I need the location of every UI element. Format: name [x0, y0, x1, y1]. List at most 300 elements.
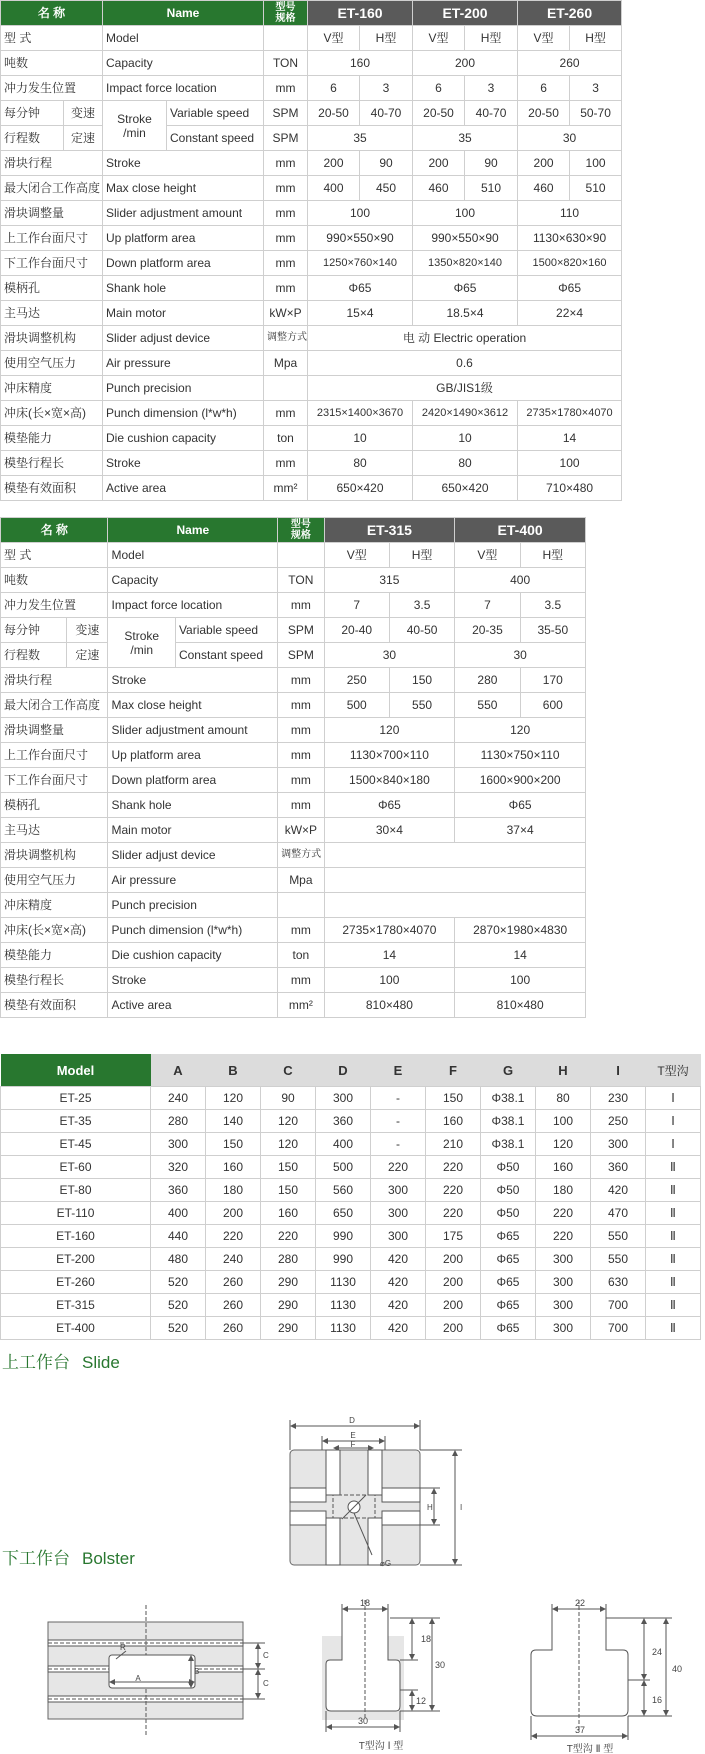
model-header: ET-160 [308, 1, 413, 26]
value: 400 [455, 568, 586, 593]
value: 160 [308, 51, 413, 76]
label-en: Active area [108, 993, 278, 1018]
value-cell: 220 [426, 1202, 481, 1225]
value-cell: 290 [261, 1294, 316, 1317]
label-en: Impact force location [108, 593, 278, 618]
value-cell: 1130 [316, 1317, 371, 1340]
value-cell: 1130 [316, 1294, 371, 1317]
value: 3 [570, 76, 622, 101]
value: 2735×1780×4070 [518, 401, 622, 426]
value: 20-50 [518, 101, 570, 126]
value-cell: 300 [536, 1248, 591, 1271]
value: 500 [324, 693, 389, 718]
value-cell: 300 [591, 1133, 646, 1156]
value-cell: 440 [151, 1225, 206, 1248]
model-cell: ET-80 [1, 1179, 151, 1202]
label-cn: 最大闭合工作高度 [1, 693, 108, 718]
label-en: Punch precision [108, 893, 278, 918]
label-cn: 滑块行程 [1, 668, 108, 693]
value: 810×480 [455, 993, 586, 1018]
value: 3.5 [520, 593, 585, 618]
value: 1130×750×110 [455, 743, 586, 768]
value: 2315×1400×3670 [308, 401, 413, 426]
value-cell: 630 [591, 1271, 646, 1294]
tslot1-h1: 18 [421, 1634, 432, 1644]
value-cell: 230 [591, 1087, 646, 1110]
value-cell: 120 [261, 1133, 316, 1156]
model-cell: ET-110 [1, 1202, 151, 1225]
column-header: F [426, 1054, 481, 1087]
label-en: Impact force location [103, 76, 264, 101]
value: 200 [308, 151, 360, 176]
value: 50-70 [570, 101, 622, 126]
label-C-bottom: C [263, 1679, 269, 1688]
value: 810×480 [324, 993, 455, 1018]
unit: kW×P [278, 818, 324, 843]
value-cell: 160 [206, 1156, 261, 1179]
label-cn: 滑块调整机构 [1, 843, 108, 868]
value-cell: 550 [591, 1225, 646, 1248]
value-cell: 280 [151, 1110, 206, 1133]
value-cell: 470 [591, 1202, 646, 1225]
model-cell: ET-400 [1, 1317, 151, 1340]
value-cell: Φ65 [481, 1225, 536, 1248]
value-cell: 420 [371, 1248, 426, 1271]
value: 650×420 [413, 476, 518, 501]
value-cell: 180 [536, 1179, 591, 1202]
value-cell: 240 [151, 1087, 206, 1110]
value: 100 [413, 201, 518, 226]
value: 2735×1780×4070 [324, 918, 455, 943]
value: 20-40 [324, 618, 389, 643]
label-cn: 模垫能力 [1, 426, 103, 451]
value-cell: 300 [371, 1225, 426, 1248]
unit: SPM [264, 126, 308, 151]
value-cell: 160 [261, 1202, 316, 1225]
label-en: Air pressure [103, 351, 264, 376]
value: 20-35 [455, 618, 520, 643]
label-E: E [350, 1431, 356, 1440]
value-cell: Φ65 [481, 1271, 536, 1294]
value-cell: 280 [261, 1248, 316, 1271]
value-cell: 520 [151, 1294, 206, 1317]
value-cell: 700 [591, 1317, 646, 1340]
header-spec: 型号 规格 [264, 1, 308, 26]
value-cell: 220 [206, 1225, 261, 1248]
value-cell: 300 [371, 1202, 426, 1225]
label-cn: 型 式 [1, 26, 103, 51]
label-cn-sub: 变速 [67, 618, 108, 643]
value: 6 [518, 76, 570, 101]
label-cn: 行程数 [1, 643, 67, 668]
value: 30×4 [324, 818, 455, 843]
label-cn: 主马达 [1, 818, 108, 843]
value-cell: 220 [261, 1225, 316, 1248]
label-cn: 每分钟 [1, 101, 64, 126]
model-cell: ET-60 [1, 1156, 151, 1179]
value: 260 [518, 51, 622, 76]
value: 710×480 [518, 476, 622, 501]
value-cell: - [371, 1087, 426, 1110]
label-cn: 行程数 [1, 126, 64, 151]
header-name: Name [103, 1, 264, 26]
unit: 调整方式 [278, 843, 324, 868]
label-cn: 最大闭合工作高度 [1, 176, 103, 201]
label-cn: 使用空气压力 [1, 868, 108, 893]
label-en: Model [108, 543, 278, 568]
value-cell: Ⅱ [646, 1294, 701, 1317]
value: 120 [324, 718, 455, 743]
value: 7 [324, 593, 389, 618]
value: H型 [389, 543, 454, 568]
header-name: Name [108, 518, 278, 543]
value-cell: Ⅱ [646, 1202, 701, 1225]
label-B: B [194, 1667, 200, 1676]
value: 1500×840×180 [324, 768, 455, 793]
value: 450 [360, 176, 413, 201]
value: 18.5×4 [413, 301, 518, 326]
column-header: B [206, 1054, 261, 1087]
unit: TON [278, 568, 324, 593]
value-cell: 520 [151, 1317, 206, 1340]
unit: kW×P [264, 301, 308, 326]
tslot1-caption: T型沟 Ⅰ 型 [358, 1741, 404, 1752]
value-cell: 700 [591, 1294, 646, 1317]
value-cell: 400 [151, 1202, 206, 1225]
value-cell: 90 [261, 1087, 316, 1110]
unit: mm [264, 451, 308, 476]
tslot1-total: 30 [435, 1660, 446, 1670]
label-cn: 模柄孔 [1, 793, 108, 818]
value-cell: 220 [426, 1156, 481, 1179]
column-header: A [151, 1054, 206, 1087]
unit: SPM [278, 618, 324, 643]
value: 990×550×90 [413, 226, 518, 251]
unit: mm [278, 693, 324, 718]
tslot2-top: 22 [574, 1598, 586, 1608]
label-en: Slider adjustment amount [103, 201, 264, 226]
value-cell: - [371, 1110, 426, 1133]
value: 200 [413, 151, 465, 176]
value-cell: 480 [151, 1248, 206, 1271]
value: H型 [465, 26, 518, 51]
unit: mm [278, 793, 324, 818]
label-cn: 模垫有效面积 [1, 993, 108, 1018]
value-cell: 360 [591, 1156, 646, 1179]
value-cell: 180 [206, 1179, 261, 1202]
label-cn: 滑块调整机构 [1, 326, 103, 351]
value-cell: 220 [371, 1156, 426, 1179]
value-cell: Φ65 [481, 1317, 536, 1340]
label-en: Punch precision [103, 376, 264, 401]
value-cell: Φ65 [481, 1294, 536, 1317]
label-cn: 冲力发生位置 [1, 593, 108, 618]
label-cn: 冲床(长×宽×高) [1, 918, 108, 943]
tslot1-bottom: 30 [357, 1716, 369, 1726]
label-C-top: C [263, 1651, 269, 1660]
value: 6 [308, 76, 360, 101]
label-en: Up platform area [103, 226, 264, 251]
value: 80 [413, 451, 518, 476]
column-header: T型沟 [646, 1054, 701, 1087]
label-cn: 冲床精度 [1, 376, 103, 401]
value: 35-50 [520, 618, 585, 643]
label-en: Shank hole [103, 276, 264, 301]
tslot2-caption: T型沟 Ⅱ 型 [566, 1744, 614, 1754]
value-cell: 120 [536, 1133, 591, 1156]
bolster-title-cn: 下工作台 [2, 1549, 70, 1568]
value: Φ65 [324, 793, 455, 818]
label-en: Die cushion capacity [103, 426, 264, 451]
value-cell: 400 [316, 1133, 371, 1156]
label-cn: 吨数 [1, 51, 103, 76]
label-cn: 吨数 [1, 568, 108, 593]
slide-title-cn: 上工作台 [2, 1353, 70, 1372]
value-cell: Ⅱ [646, 1248, 701, 1271]
value: 990×550×90 [308, 226, 413, 251]
value-cell: 140 [206, 1110, 261, 1133]
unit: ton [278, 943, 324, 968]
value-cell: 200 [426, 1294, 481, 1317]
value: 510 [570, 176, 622, 201]
model-cell: ET-200 [1, 1248, 151, 1271]
value-cell: 150 [426, 1087, 481, 1110]
value: 40-70 [465, 101, 518, 126]
value-cell: Ⅰ [646, 1133, 701, 1156]
value: 315 [324, 568, 455, 593]
value: 1130×700×110 [324, 743, 455, 768]
value-cell: 260 [206, 1294, 261, 1317]
value-cell: 120 [206, 1087, 261, 1110]
label-en: Max close height [103, 176, 264, 201]
header-cn: 名 称 [1, 1, 103, 26]
label-cn: 冲床精度 [1, 893, 108, 918]
unit: mm [278, 968, 324, 993]
column-header: Model [1, 1054, 151, 1087]
value-cell: 120 [261, 1110, 316, 1133]
label-en: Up platform area [108, 743, 278, 768]
value: 90 [465, 151, 518, 176]
label-cn-sub: 定速 [64, 126, 103, 151]
value: 14 [518, 426, 622, 451]
label-en-sub: Constant speed [175, 643, 277, 668]
value-cell: 360 [316, 1110, 371, 1133]
value-cell: 220 [426, 1179, 481, 1202]
value-cell: 150 [261, 1156, 316, 1179]
value: V型 [413, 26, 465, 51]
value: 40-70 [360, 101, 413, 126]
value: GB/JIS1级 [308, 376, 622, 401]
value-cell: 100 [536, 1110, 591, 1133]
value-cell: 500 [316, 1156, 371, 1179]
unit: mm [278, 718, 324, 743]
unit: mm [264, 276, 308, 301]
value-cell: 420 [591, 1179, 646, 1202]
value: Φ65 [455, 793, 586, 818]
value-cell: 160 [426, 1110, 481, 1133]
tslot1-h2: 12 [416, 1696, 427, 1706]
column-header: C [261, 1054, 316, 1087]
label-cn: 模垫行程长 [1, 968, 108, 993]
unit: mm [278, 918, 324, 943]
model-header: ET-400 [455, 518, 586, 543]
label-cn: 下工作台面尺寸 [1, 768, 108, 793]
label-en: Stroke /min [103, 101, 167, 151]
unit: SPM [278, 643, 324, 668]
tslot-type1-drawing [318, 1600, 440, 1732]
unit: mm [264, 76, 308, 101]
value-cell: 160 [536, 1156, 591, 1179]
label-cn-sub: 变速 [64, 101, 103, 126]
label-cn: 滑块调整量 [1, 201, 103, 226]
label-cn: 每分钟 [1, 618, 67, 643]
value: 3 [360, 76, 413, 101]
value-cell: Φ50 [481, 1202, 536, 1225]
label-A: A [135, 1674, 141, 1683]
label-cn: 模垫行程长 [1, 451, 103, 476]
label-en: Punch dimension (l*w*h) [103, 401, 264, 426]
value-cell: 220 [536, 1225, 591, 1248]
value-cell: 300 [536, 1317, 591, 1340]
value: 90 [360, 151, 413, 176]
value-cell: 290 [261, 1317, 316, 1340]
value: 14 [455, 943, 586, 968]
unit: mm [264, 151, 308, 176]
label-cn: 型 式 [1, 543, 108, 568]
value-cell: 175 [426, 1225, 481, 1248]
unit: mm [264, 226, 308, 251]
unit: mm [278, 743, 324, 768]
value: 15×4 [308, 301, 413, 326]
tslot2-bottom: 37 [574, 1725, 586, 1735]
value: V型 [455, 543, 520, 568]
model-cell: ET-315 [1, 1294, 151, 1317]
value-cell: 1130 [316, 1271, 371, 1294]
value: 460 [413, 176, 465, 201]
value-cell: Ⅱ [646, 1271, 701, 1294]
value: 37×4 [455, 818, 586, 843]
slide-drawing [290, 1420, 462, 1565]
value: 100 [324, 968, 455, 993]
value: 3 [465, 76, 518, 101]
bolster-drawing [48, 1605, 265, 1735]
label-en-sub: Variable speed [167, 101, 264, 126]
label-en: Main motor [108, 818, 278, 843]
column-header: G [481, 1054, 536, 1087]
value: 20-50 [413, 101, 465, 126]
value-cell: 200 [206, 1202, 261, 1225]
value: 100 [518, 451, 622, 476]
label-cn-sub: 定速 [67, 643, 108, 668]
slide-title-en: Slide [82, 1353, 120, 1372]
value: 120 [455, 718, 586, 743]
model-header: ET-200 [413, 1, 518, 26]
value-cell: 360 [151, 1179, 206, 1202]
value-cell: - [371, 1133, 426, 1156]
value: 200 [518, 151, 570, 176]
label-en: Stroke [103, 451, 264, 476]
value: 40-50 [389, 618, 454, 643]
label-cn: 冲床(长×宽×高) [1, 401, 103, 426]
value-cell: 240 [206, 1248, 261, 1271]
label-R: R [120, 1643, 126, 1652]
label-cn: 滑块调整量 [1, 718, 108, 743]
value: 600 [520, 693, 585, 718]
value: 1350×820×140 [413, 251, 518, 276]
value-cell: Ⅱ [646, 1317, 701, 1340]
bolster-title-en: Bolster [82, 1549, 135, 1568]
label-en: Air pressure [108, 868, 278, 893]
tslot2-total: 40 [672, 1664, 683, 1674]
value-cell: Φ38.1 [481, 1133, 536, 1156]
value-cell: Ⅰ [646, 1110, 701, 1133]
value: 10 [308, 426, 413, 451]
value: 550 [389, 693, 454, 718]
value: 2420×1490×3612 [413, 401, 518, 426]
model-cell: ET-160 [1, 1225, 151, 1248]
value: 100 [570, 151, 622, 176]
value-cell: 200 [426, 1271, 481, 1294]
value-cell: 550 [591, 1248, 646, 1271]
unit: mm [264, 401, 308, 426]
label-en: Capacity [108, 568, 278, 593]
unit: mm [278, 593, 324, 618]
value-cell: Φ50 [481, 1156, 536, 1179]
value: Φ65 [518, 276, 622, 301]
model-cell: ET-260 [1, 1271, 151, 1294]
label-cn: 模垫能力 [1, 943, 108, 968]
label-en: Die cushion capacity [108, 943, 278, 968]
label-G: ⌀G [380, 1559, 392, 1568]
unit: mm [264, 201, 308, 226]
value: 7 [455, 593, 520, 618]
label-D: D [349, 1416, 355, 1425]
tslot1-top: 18 [359, 1598, 371, 1608]
unit: ton [264, 426, 308, 451]
value: H型 [570, 26, 622, 51]
value: 460 [518, 176, 570, 201]
value: H型 [360, 26, 413, 51]
value-cell: 200 [426, 1317, 481, 1340]
label-en: Shank hole [108, 793, 278, 818]
unit: 调整方式 [264, 326, 308, 351]
column-header: H [536, 1054, 591, 1087]
value-cell: 650 [316, 1202, 371, 1225]
value-cell: 210 [426, 1133, 481, 1156]
value: 100 [308, 201, 413, 226]
unit: mm [264, 176, 308, 201]
label-H: H [427, 1503, 433, 1512]
value: 650×420 [308, 476, 413, 501]
label-en: Main motor [103, 301, 264, 326]
label-en-sub: Constant speed [167, 126, 264, 151]
value: 400 [308, 176, 360, 201]
value-cell: 200 [426, 1248, 481, 1271]
value: V型 [518, 26, 570, 51]
model-header: ET-260 [518, 1, 622, 26]
value: 6 [413, 76, 465, 101]
unit: mm² [278, 993, 324, 1018]
model-cell: ET-35 [1, 1110, 151, 1133]
value: 200 [413, 51, 518, 76]
value: 80 [308, 451, 413, 476]
label-en: Active area [103, 476, 264, 501]
value-cell: 990 [316, 1225, 371, 1248]
label-cn: 上工作台面尺寸 [1, 226, 103, 251]
value: 550 [455, 693, 520, 718]
label-I: I [460, 1503, 463, 1512]
value-cell: 420 [371, 1294, 426, 1317]
